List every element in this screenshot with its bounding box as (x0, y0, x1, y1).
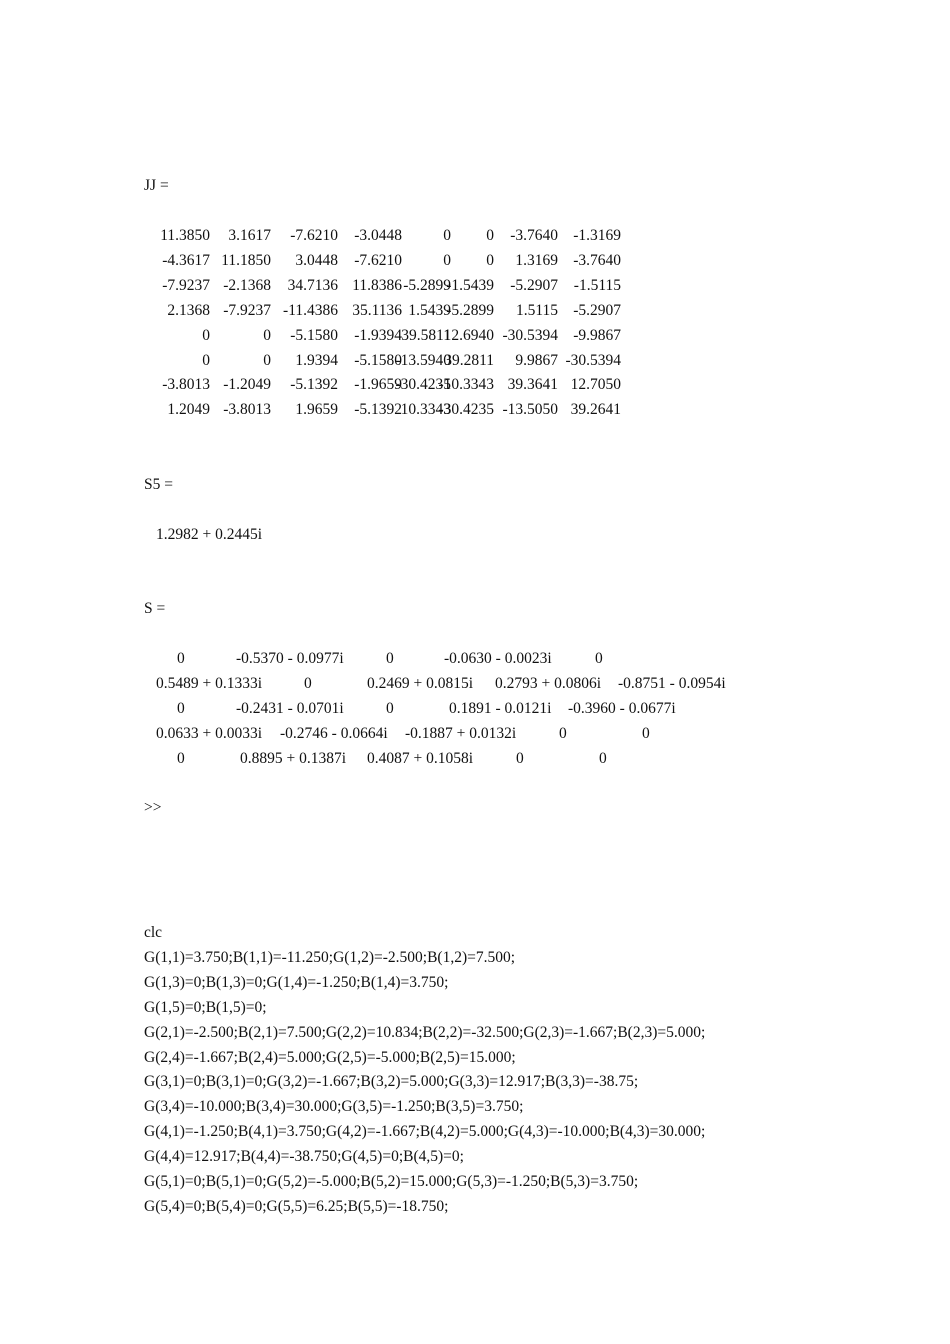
jj-cell: -5.1580 (290, 326, 338, 344)
s-cell: 0.0633 + 0.0033i (156, 724, 263, 742)
jj-cell: -5.2907 (510, 276, 558, 294)
jj-cell: -13.5940 (395, 351, 451, 369)
jj-cell: 3.0448 (295, 251, 338, 269)
s-cell: 0.5489 + 0.1333i (156, 674, 263, 692)
jj-cell: -4.3617 (162, 251, 210, 269)
s-row (144, 724, 784, 744)
s-cell: -0.1887 + 0.0132i (405, 724, 517, 742)
jj-cell: 39.2641 (570, 401, 621, 419)
jj-label: JJ = (144, 177, 169, 194)
jj-cell: -3.8013 (223, 401, 271, 419)
s-cell: 0.1891 - 0.0121i (449, 699, 552, 717)
code-line: clc (144, 924, 163, 941)
jj-cell: -7.9237 (162, 276, 210, 294)
code-line: G(4,4)=12.917;B(4,4)=-38.750;G(4,5)=0;B(4,5)=0; (144, 1148, 464, 1166)
s-cell: 0 (559, 724, 567, 742)
jj-row (144, 301, 784, 321)
jj-cell: -5.1392 (354, 401, 402, 419)
code-line: G(4,1)=-1.250;B(4,1)=3.750;G(4,2)=-1.667;B(4,2)=5.000;G(4,3)=-10.000;B(4,3)=30.000; (144, 1123, 706, 1141)
jj-cell: -5.1392 (290, 376, 338, 394)
jj-cell: -2.1368 (223, 276, 271, 294)
s-cell: -0.5370 - 0.0977i (236, 650, 344, 667)
jj-cell: -3.0448 (354, 227, 402, 244)
jj-cell: 0 (202, 326, 210, 344)
command-prompt: >> (144, 799, 162, 816)
s-cell: 0 (304, 674, 312, 692)
s-row (144, 674, 784, 694)
s-cell: 0.8895 + 0.1387i (240, 749, 347, 767)
code-line: G(2,1)=-2.500;B(2,1)=7.500;G(2,2)=10.834;B(2,2)=-32.500;G(2,3)=-1.667;B(2,3)=5.000; (144, 1023, 706, 1041)
code-line: G(5,1)=0;B(5,1)=0;G(5,2)=-5.000;B(5,2)=15.000;G(5,3)=-1.250;B(5,3)=3.750; (144, 1173, 639, 1190)
s-cell: 0 (516, 749, 524, 767)
s-cell: -0.2746 - 0.0664i (280, 724, 388, 742)
code-line: G(3,4)=-10.000;B(3,4)=30.000;G(3,5)=-1.250;B(3,5)=3.750; (144, 1098, 524, 1116)
s-cell: 0 (177, 749, 185, 767)
jj-cell: 0 (263, 326, 271, 344)
jj-cell: 39.2811 (444, 351, 494, 369)
jj-cell: -7.6210 (290, 227, 338, 244)
code-line: G(1,3)=0;B(1,3)=0;G(1,4)=-1.250;B(1,4)=3.750; (144, 973, 449, 991)
jj-cell: 39.3641 (507, 376, 558, 394)
jj-cell: 1.9659 (295, 401, 338, 419)
jj-cell: -9.9867 (573, 326, 621, 344)
jj-cell: -5.1580 (354, 351, 402, 369)
jj-cell: 11.1850 (221, 251, 271, 269)
jj-cell: 1.5439 (408, 301, 451, 319)
jj-cell: -30.5394 (502, 326, 558, 344)
jj-cell: 1.2049 (167, 401, 210, 419)
jj-cell: -1.5115 (573, 276, 621, 294)
jj-cell: 1.9394 (295, 351, 338, 369)
jj-cell: -3.8013 (162, 376, 210, 394)
jj-cell: -1.9394 (354, 326, 402, 344)
jj-cell: -30.4235 (395, 376, 451, 394)
jj-cell: -1.2049 (223, 376, 271, 394)
jj-row (144, 226, 784, 246)
s-row (144, 649, 784, 669)
jj-cell: 1.5115 (515, 301, 558, 319)
jj-cell: -7.9237 (223, 301, 271, 319)
s-cell: 0.2793 + 0.0806i (495, 674, 602, 692)
s-cell: -0.3960 - 0.0677i (568, 699, 676, 717)
jj-cell: 3.1617 (228, 227, 271, 244)
s-cell: 0.2469 + 0.0815i (367, 674, 474, 692)
jj-cell: -1.5439 (446, 276, 494, 294)
jj-row (144, 375, 784, 395)
jj-row (144, 251, 784, 271)
jj-cell: 34.7136 (287, 276, 338, 294)
jj-cell: 11.8386 (352, 276, 402, 294)
jj-cell: -5.2899 (446, 301, 494, 319)
s-cell: 0.4087 + 0.1058i (367, 749, 474, 767)
jj-cell: -1.3169 (573, 227, 621, 244)
jj-row (144, 400, 784, 420)
s5-value: 1.2982 + 0.2445i (156, 526, 263, 543)
s-cell: 0 (386, 650, 394, 667)
s-cell: 0 (177, 650, 185, 667)
s-cell: -0.8751 - 0.0954i (618, 674, 726, 692)
jj-cell: 10.3343 (400, 401, 451, 419)
jj-cell: -13.5050 (502, 401, 558, 419)
jj-cell: -10.3343 (438, 376, 494, 394)
jj-cell: -3.7640 (573, 251, 621, 269)
jj-cell: 2.1368 (167, 301, 210, 319)
jj-cell: 12.7050 (570, 376, 621, 394)
s-row (144, 699, 784, 719)
jj-row (144, 276, 784, 296)
code-line: G(1,1)=3.750;B(1,1)=-11.250;G(1,2)=-2.500;B(1,2)=7.500; (144, 948, 516, 966)
s-cell: -0.2431 - 0.0701i (236, 699, 344, 717)
jj-cell: 0 (443, 227, 451, 244)
s-cell: 0 (595, 650, 603, 667)
jj-cell: 0 (486, 227, 494, 244)
jj-cell: 35.1136 (352, 301, 402, 319)
jj-cell: -1.9659 (354, 376, 402, 394)
jj-cell: 0 (443, 251, 451, 269)
s-cell: 0 (642, 724, 650, 742)
code-line: G(5,4)=0;B(5,4)=0;G(5,5)=6.25;B(5,5)=-18.750; (144, 1197, 449, 1215)
jj-row (144, 351, 784, 371)
jj-cell: -5.2907 (573, 301, 621, 319)
s-cell: 0 (177, 699, 185, 717)
code-line: G(1,5)=0;B(1,5)=0; (144, 998, 267, 1016)
s-label: S = (144, 600, 166, 617)
jj-cell: -11.4386 (283, 301, 338, 319)
s-row (144, 749, 784, 769)
jj-cell: 9.9867 (515, 351, 558, 369)
jj-cell: -3.7640 (510, 227, 558, 244)
jj-cell: 0 (263, 351, 271, 369)
jj-cell: 39.5811 (401, 326, 451, 344)
jj-cell: -7.6210 (354, 251, 402, 269)
jj-cell: -30.4235 (438, 401, 494, 419)
code-line: G(2,4)=-1.667;B(2,4)=5.000;G(2,5)=-5.000;B(2,5)=15.000; (144, 1048, 516, 1066)
jj-cell: 11.3850 (160, 227, 210, 244)
jj-row (144, 326, 784, 346)
jj-cell: 0 (486, 251, 494, 269)
code-line: G(3,1)=0;B(3,1)=0;G(3,2)=-1.667;B(3,2)=5.000;G(3,3)=12.917;B(3,3)=-38.75; (144, 1073, 639, 1091)
jj-cell: -5.2899 (403, 276, 451, 294)
jj-cell: 12.6940 (443, 326, 494, 344)
s-cell: 0 (386, 699, 394, 717)
s5-label: S5 = (144, 476, 173, 493)
s-cell: 0 (599, 749, 607, 767)
jj-cell: -30.5394 (565, 351, 621, 369)
jj-cell: 0 (202, 351, 210, 369)
s-cell: -0.0630 - 0.0023i (444, 650, 552, 667)
jj-cell: 1.3169 (515, 251, 558, 269)
